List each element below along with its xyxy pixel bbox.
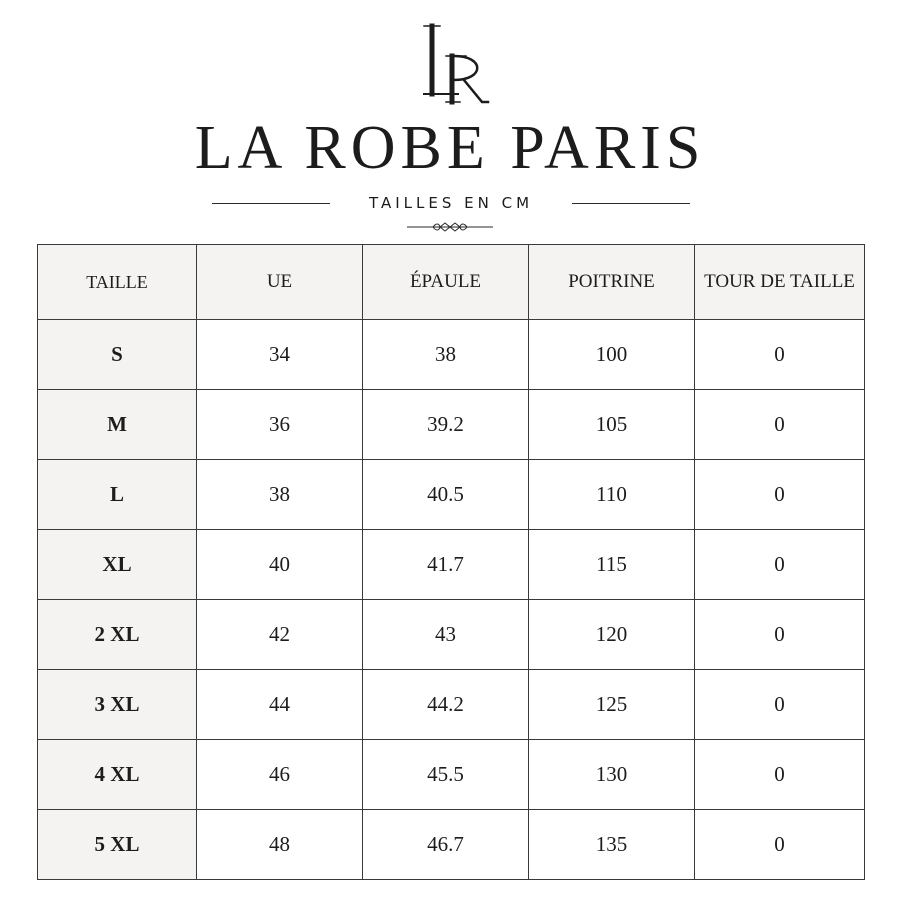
epaule-cell: 44.2	[363, 670, 529, 740]
epaule-cell: 46.7	[363, 810, 529, 880]
table-row	[38, 600, 865, 670]
table-row	[38, 810, 865, 880]
poitrine-cell: 125	[529, 670, 695, 740]
header-tour-de-taille: TOUR DE TAILLE	[695, 245, 865, 320]
table-row	[38, 320, 865, 390]
header-poitrine: POITRINE	[529, 245, 695, 320]
tour-de-taille-cell: 0	[695, 320, 865, 390]
ue-cell: 38	[197, 460, 363, 530]
size-cell: 5 XL	[38, 810, 197, 880]
ornament-flourish	[405, 219, 495, 235]
poitrine-cell: 110	[529, 460, 695, 530]
size-chart-table	[37, 244, 865, 880]
epaule-cell: 40.5	[363, 460, 529, 530]
header-epaule: ÉPAULE	[363, 245, 529, 320]
subtitle-row	[0, 190, 900, 216]
table-row	[38, 460, 865, 530]
ue-cell: 40	[197, 530, 363, 600]
poitrine-cell: 100	[529, 320, 695, 390]
table-row	[38, 390, 865, 460]
size-cell: L	[38, 460, 197, 530]
size-cell: M	[38, 390, 197, 460]
epaule-cell: 41.7	[363, 530, 529, 600]
ue-cell: 36	[197, 390, 363, 460]
poitrine-cell: 135	[529, 810, 695, 880]
poitrine-cell: 120	[529, 600, 695, 670]
ue-cell: 42	[197, 600, 363, 670]
size-cell: XL	[38, 530, 197, 600]
poitrine-cell: 115	[529, 530, 695, 600]
tour-de-taille-cell: 0	[695, 390, 865, 460]
size-cell: 4 XL	[38, 740, 197, 810]
tour-de-taille-cell: 0	[695, 460, 865, 530]
poitrine-cell: 105	[529, 390, 695, 460]
size-cell: S	[38, 320, 197, 390]
tour-de-taille-cell: 0	[695, 530, 865, 600]
tour-de-taille-cell: 0	[695, 670, 865, 740]
ue-cell: 34	[197, 320, 363, 390]
units-subtitle: TAILLES EN CM	[368, 194, 534, 212]
epaule-cell: 39.2	[363, 390, 529, 460]
table-row	[38, 670, 865, 740]
ue-cell: 44	[197, 670, 363, 740]
brand-name: LA ROBE PARIS	[194, 114, 706, 182]
table-row	[38, 740, 865, 810]
tour-de-taille-cell: 0	[695, 600, 865, 670]
poitrine-cell: 130	[529, 740, 695, 810]
ue-cell: 46	[197, 740, 363, 810]
epaule-cell: 43	[363, 600, 529, 670]
epaule-cell: 38	[363, 320, 529, 390]
epaule-cell: 45.5	[363, 740, 529, 810]
tour-de-taille-cell: 0	[695, 740, 865, 810]
header-taille: TAILLE	[38, 245, 197, 320]
table-row	[38, 530, 865, 600]
ue-cell: 48	[197, 810, 363, 880]
brand-monogram-logo	[0, 14, 900, 110]
header-ue: UE	[197, 245, 363, 320]
divider-left	[212, 203, 330, 204]
header-row	[38, 245, 865, 320]
size-cell: 2 XL	[38, 600, 197, 670]
tour-de-taille-cell: 0	[695, 810, 865, 880]
size-cell: 3 XL	[38, 670, 197, 740]
divider-right	[572, 203, 690, 204]
